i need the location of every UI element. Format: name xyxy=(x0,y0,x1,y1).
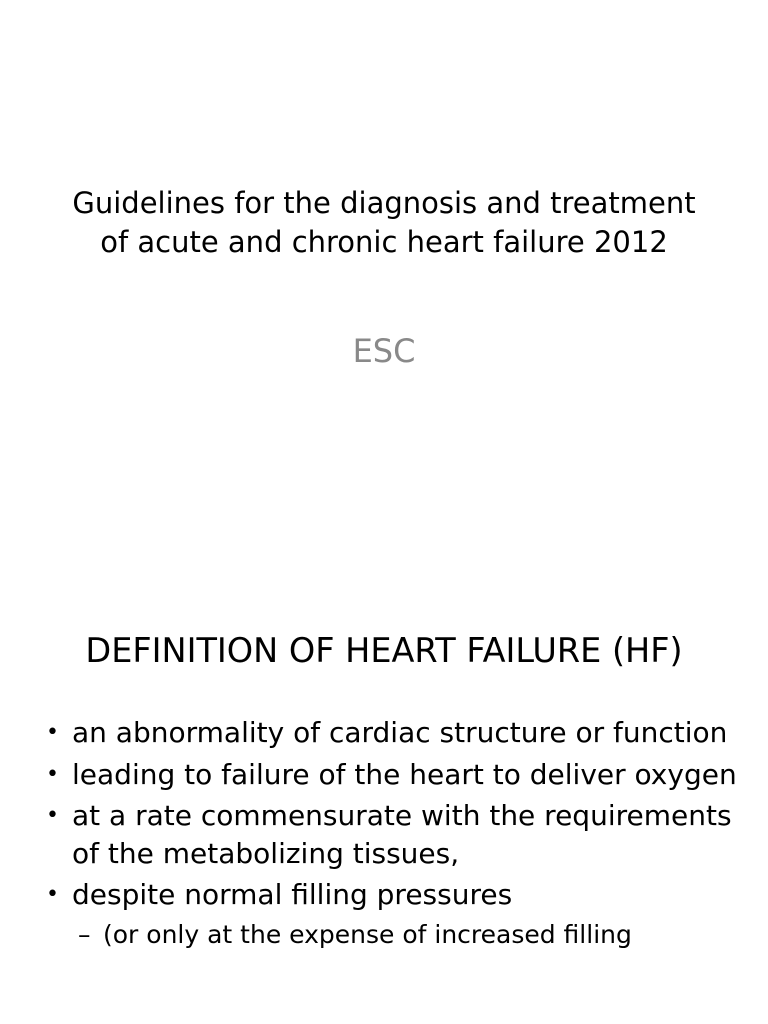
bullet-text: at a rate commensurate with the requirements of the metabolizing tissues, xyxy=(72,799,732,870)
definition-slide xyxy=(0,576,768,1024)
sub-bullet-item xyxy=(46,918,746,951)
bullet-marker: • xyxy=(46,882,59,907)
bullet-marker: • xyxy=(46,720,59,745)
sub-bullet-text: (or only at the expense of increased filling xyxy=(103,919,632,949)
bullet-item xyxy=(46,714,746,752)
bullet-list xyxy=(46,714,746,951)
sub-bullet-marker: – xyxy=(78,919,91,949)
bullet-item xyxy=(46,876,746,914)
bullet-item xyxy=(46,756,746,794)
bullet-text: despite normal filling pressures xyxy=(72,878,513,911)
bullet-text: an abnormality of cardiac structure or function xyxy=(72,716,728,749)
bullet-marker: • xyxy=(46,761,59,787)
bullet-text: leading to failure of the heart to deliver oxygen xyxy=(72,757,737,791)
slide-title: DEFINITION OF HEART FAILURE (HF) xyxy=(85,631,683,670)
bullet-marker: • xyxy=(46,803,59,828)
slide-subtitle: ESC xyxy=(352,332,416,370)
bullet-item xyxy=(46,797,746,872)
slide-title: Guidelines for the diagnosis and treatment of acute and chronic heart failure 2012 xyxy=(72,186,696,259)
